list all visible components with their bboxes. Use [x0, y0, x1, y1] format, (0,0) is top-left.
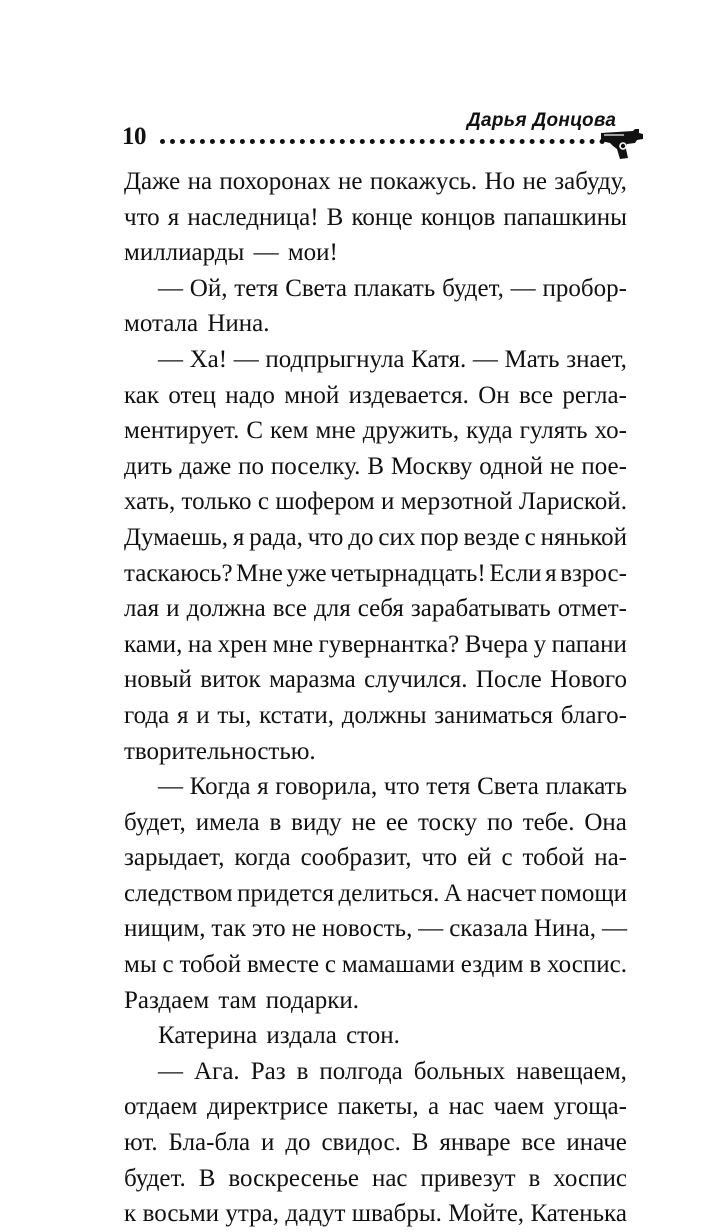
- word: Мне: [236, 559, 283, 587]
- word: помощи: [540, 879, 627, 907]
- word: в: [269, 808, 282, 836]
- word: на: [187, 630, 213, 658]
- word: В: [198, 1164, 216, 1192]
- word: с: [501, 844, 513, 872]
- word: папани: [551, 630, 627, 658]
- word: у: [533, 630, 547, 658]
- word: В: [411, 1129, 429, 1157]
- word: таскаюсь?: [124, 559, 233, 587]
- word: пакеты,: [337, 1093, 419, 1121]
- word: Когда: [189, 773, 251, 801]
- word: Мать: [504, 345, 560, 373]
- word: знает,: [566, 345, 627, 373]
- word: мной: [284, 381, 340, 409]
- word: шофером: [275, 488, 375, 516]
- text-line: [124, 1089, 627, 1125]
- word: регла-: [562, 381, 627, 409]
- word: В: [326, 203, 344, 231]
- word: тетя: [234, 274, 279, 302]
- text-line: [124, 876, 627, 912]
- word: новость,: [322, 915, 413, 943]
- text-line: [124, 1161, 627, 1197]
- text-line: [124, 484, 627, 520]
- word: пробор-: [542, 274, 627, 302]
- word: насчет: [466, 879, 537, 907]
- word: себя: [357, 595, 404, 623]
- word: Света: [477, 773, 539, 801]
- word: что: [421, 844, 458, 872]
- word: все: [521, 1129, 556, 1157]
- word: на-: [594, 844, 627, 872]
- word: виду: [291, 808, 342, 836]
- text-line: творительностью.: [124, 737, 316, 765]
- word: плакать: [353, 274, 436, 302]
- word: полгода: [319, 1057, 403, 1085]
- word: делиться.: [338, 879, 440, 907]
- text-line: [124, 769, 627, 805]
- word: с: [324, 951, 337, 979]
- word: тобой: [522, 844, 585, 872]
- word: вместе: [247, 951, 320, 979]
- word: что: [124, 203, 160, 231]
- word: взрос-: [560, 559, 627, 587]
- word: должны: [341, 701, 427, 729]
- word: я: [176, 701, 189, 729]
- word: отдаем: [124, 1093, 198, 1121]
- word: воскресенье: [228, 1164, 359, 1192]
- word: издевается.: [348, 381, 469, 409]
- word: ментирует.: [124, 417, 240, 445]
- word: надо: [225, 381, 275, 409]
- word: не: [351, 808, 376, 836]
- word: наследница!: [187, 203, 319, 231]
- word: куда: [466, 417, 513, 445]
- word: конце: [351, 203, 413, 231]
- text-line: [124, 556, 627, 592]
- word: Думаешь,: [124, 523, 228, 551]
- word: до: [348, 523, 374, 551]
- word: —: [158, 345, 183, 373]
- word: свидос.: [321, 1129, 401, 1157]
- word: —: [510, 274, 536, 302]
- word: хоспис: [553, 1164, 627, 1192]
- word: и: [261, 1129, 275, 1157]
- word: Он: [478, 381, 510, 409]
- word: только: [181, 488, 252, 516]
- word: дить: [124, 452, 173, 480]
- word: а: [428, 1093, 440, 1121]
- word: не: [291, 915, 317, 943]
- text-line: [124, 627, 627, 663]
- text-line: [124, 911, 627, 947]
- author-name: Дарья Донцова: [467, 110, 617, 131]
- word: —: [233, 345, 259, 373]
- word: в: [296, 1057, 309, 1085]
- word: будет,: [124, 808, 186, 836]
- word: все: [518, 381, 554, 409]
- running-header: [122, 108, 642, 158]
- text-line: [124, 805, 627, 841]
- word: дружить,: [362, 417, 460, 445]
- word: —: [418, 915, 444, 943]
- text-line: [124, 1054, 627, 1090]
- word: тебе.: [522, 808, 575, 836]
- word: директрисе: [206, 1093, 329, 1121]
- word: папашкины: [503, 203, 627, 231]
- word: Она: [584, 808, 627, 836]
- word: хоспис.: [547, 951, 627, 979]
- word: покажусь.: [369, 168, 478, 195]
- word: Света: [285, 274, 347, 302]
- word: тоску: [417, 808, 478, 836]
- word: нас: [371, 1164, 408, 1192]
- word: это: [251, 915, 286, 943]
- word: Если: [489, 559, 542, 587]
- word: мне: [272, 630, 314, 658]
- word: случился.: [364, 666, 468, 694]
- word: Бла-бла: [168, 1129, 251, 1157]
- word: четырнадцать!: [330, 559, 486, 587]
- word: Но: [484, 168, 516, 195]
- word: отмет-: [557, 595, 627, 623]
- word: что: [307, 523, 344, 551]
- text-line: [124, 200, 627, 236]
- text-line: [124, 271, 627, 307]
- word: Лариской.: [518, 488, 627, 516]
- word: —: [601, 915, 627, 943]
- word: виток: [200, 666, 261, 694]
- page-number: 10: [122, 123, 146, 150]
- word: Ой,: [189, 274, 228, 302]
- word: —: [158, 773, 183, 801]
- word: плакать: [545, 773, 627, 801]
- word: так: [211, 915, 246, 943]
- word: на: [187, 168, 213, 195]
- word: Мойте,: [448, 1200, 525, 1228]
- text-line: [124, 591, 627, 627]
- word: с: [162, 951, 174, 979]
- word: не: [338, 168, 363, 195]
- word: уже: [286, 559, 327, 587]
- word: в: [528, 1164, 541, 1192]
- word: привезут: [420, 1164, 516, 1192]
- text-line: [124, 342, 627, 378]
- word: ей: [467, 844, 492, 872]
- word: везде: [463, 523, 520, 551]
- word: концов: [420, 203, 496, 231]
- word: ты,: [217, 701, 252, 729]
- word: заниматься: [434, 701, 554, 729]
- word: Катенька: [530, 1200, 627, 1228]
- word: будет,: [442, 274, 504, 302]
- word: до: [285, 1129, 311, 1157]
- word: швабры.: [351, 1200, 442, 1228]
- word: А: [443, 879, 462, 907]
- text-line: [124, 413, 627, 449]
- word: нянькой: [540, 523, 627, 551]
- word: В: [367, 452, 385, 480]
- text-line: [124, 698, 627, 734]
- page-body-text: [124, 164, 627, 1232]
- word: Ха!: [189, 345, 228, 373]
- word: навещаем,: [516, 1057, 627, 1085]
- word: С: [246, 417, 264, 445]
- word: я: [232, 523, 245, 551]
- word: —: [158, 274, 183, 302]
- word: все: [272, 595, 307, 623]
- text-line: [124, 449, 627, 485]
- word: После: [475, 666, 542, 694]
- word: сказала: [449, 915, 528, 943]
- pistol-icon: [599, 127, 645, 161]
- word: ками,: [124, 630, 183, 658]
- word: Нина,: [533, 915, 597, 943]
- word: по: [238, 452, 264, 480]
- dotted-leader: [160, 139, 605, 144]
- word: сообразит,: [300, 844, 412, 872]
- word: больных: [413, 1057, 506, 1085]
- word: кстати,: [259, 701, 334, 729]
- word: Даже: [124, 168, 181, 195]
- word: нас: [448, 1093, 485, 1121]
- word: ее: [385, 808, 409, 836]
- text-line: [124, 1196, 627, 1232]
- word: будет.: [124, 1164, 186, 1192]
- word: гувернантка?: [318, 630, 460, 658]
- word: гулять: [519, 417, 588, 445]
- word: Катя.: [411, 345, 467, 373]
- word: тобой: [179, 951, 242, 979]
- word: тетя: [426, 773, 471, 801]
- text-line: [124, 378, 627, 414]
- word: Нового: [550, 666, 627, 694]
- word: пое-: [581, 452, 627, 480]
- word: даже: [179, 452, 232, 480]
- word: —: [472, 345, 498, 373]
- word: чаем: [493, 1093, 545, 1121]
- text-line: Раздаем там подарки.: [124, 986, 360, 1014]
- text-line: [124, 520, 627, 556]
- word: угоща-: [553, 1093, 627, 1121]
- word: сих: [378, 523, 416, 551]
- word: хрен: [217, 630, 268, 658]
- word: и: [196, 701, 210, 729]
- word: Ага.: [194, 1057, 240, 1085]
- word: Москву: [390, 452, 473, 480]
- word: не: [549, 452, 575, 480]
- word: зарабатывать: [410, 595, 551, 623]
- word: в: [529, 951, 542, 979]
- word: и: [381, 488, 395, 516]
- word: одной: [479, 452, 544, 480]
- word: Раз: [250, 1057, 286, 1085]
- word: для: [314, 595, 351, 623]
- word: с: [257, 488, 269, 516]
- word: утра,: [225, 1200, 279, 1228]
- word: кем: [270, 417, 309, 445]
- word: мне: [315, 417, 356, 445]
- word: как: [124, 381, 160, 409]
- word: что: [383, 773, 420, 801]
- word: следством: [124, 879, 233, 907]
- word: пор: [420, 523, 459, 551]
- text-line: [124, 947, 627, 983]
- word: лая: [124, 595, 160, 623]
- text-line: [124, 164, 627, 200]
- word: с: [524, 523, 536, 551]
- word: говорила,: [275, 773, 378, 801]
- word: маразма: [269, 666, 356, 694]
- word: дадут: [285, 1200, 346, 1228]
- word: я: [167, 203, 180, 231]
- word: поселку.: [270, 452, 361, 480]
- text-line: [124, 1125, 627, 1161]
- word: —: [158, 1057, 183, 1085]
- word: к: [124, 1200, 137, 1228]
- word: забуду,: [554, 168, 627, 195]
- word: Вчера: [464, 630, 529, 658]
- word: не: [522, 168, 547, 195]
- word: года: [124, 701, 170, 729]
- word: благо-: [560, 701, 627, 729]
- word: ют.: [124, 1129, 158, 1157]
- text-line: Катерина издала стон.: [158, 1022, 400, 1050]
- word: мамашами: [341, 951, 455, 979]
- word: имела: [195, 808, 260, 836]
- text-line: [124, 662, 627, 698]
- word: иначе: [566, 1129, 627, 1157]
- text-line: мотала Нина.: [124, 310, 270, 338]
- word: по: [486, 808, 513, 836]
- word: мы: [124, 951, 157, 979]
- text-line: [124, 840, 627, 876]
- word: новый: [124, 666, 192, 694]
- word: мерзотной: [400, 488, 513, 516]
- word: придется: [237, 879, 334, 907]
- word: я: [257, 773, 269, 801]
- word: когда: [234, 844, 291, 872]
- word: должна: [186, 595, 266, 623]
- word: подпрыгнула: [265, 345, 405, 373]
- word: и: [166, 595, 180, 623]
- word: отец: [168, 381, 216, 409]
- word: ездим: [460, 951, 524, 979]
- word: январе: [439, 1129, 511, 1157]
- word: хать,: [124, 488, 176, 516]
- word: зарыдает,: [124, 844, 225, 872]
- word: восьми: [142, 1200, 220, 1228]
- text-line: миллиарды — мои!: [124, 239, 338, 267]
- word: рада,: [249, 523, 303, 551]
- word: похоронах: [219, 168, 331, 195]
- word: хо-: [594, 417, 627, 445]
- word: нищим,: [124, 915, 206, 943]
- word: я: [545, 559, 557, 587]
